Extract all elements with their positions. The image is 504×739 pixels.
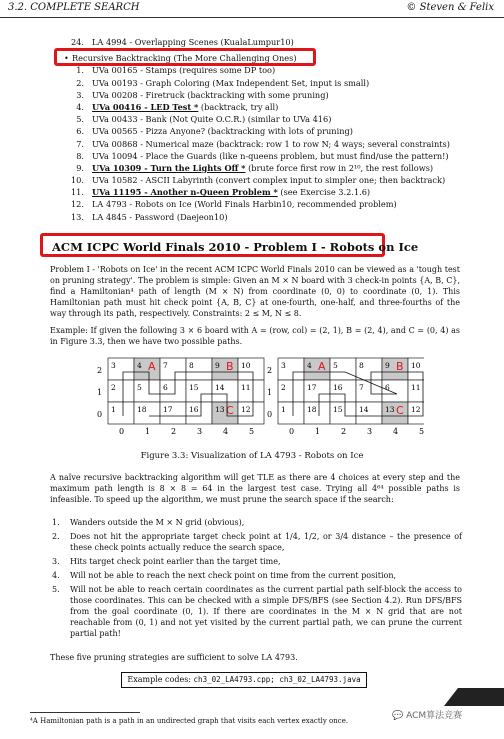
cell-step: 1	[111, 405, 116, 414]
cell-step: 16	[333, 383, 343, 392]
cell-step: 5	[137, 383, 142, 392]
cell-step: 3	[111, 361, 116, 370]
cell-step: 18	[137, 405, 147, 414]
col-label: 3	[197, 427, 203, 436]
footnote-rule	[30, 712, 140, 713]
checkpoint-label: A	[318, 360, 326, 373]
row-label: 2	[97, 366, 103, 375]
list-item: 9. UVa 10309 - Turn the Lights Off * (brute force first row in 2¹⁰, the rest follows)	[76, 162, 434, 173]
col-label: 1	[145, 427, 151, 436]
col-label: 2	[171, 427, 177, 436]
page-corner-decoration	[414, 688, 504, 706]
col-label: 0	[289, 427, 295, 436]
row-label: 0	[97, 410, 103, 419]
cell-step: 2	[111, 383, 116, 392]
list-item: 10. UVa 10582 - ASCII Labyrinth (convert complex input to simpler one; then backtrack)	[70, 175, 446, 186]
cell-step: 10	[411, 361, 421, 370]
cell-step: 18	[307, 405, 317, 414]
cell-step: 6	[385, 383, 390, 392]
row-label: 0	[267, 410, 273, 419]
pruning-list	[50, 517, 462, 642]
cell-step: 4	[307, 361, 312, 370]
code-label: Example codes:	[127, 675, 194, 684]
cell-step: 7	[163, 361, 168, 370]
list-item: 3. UVa 00208 - Firetruck (backtracking with some pruning)	[76, 89, 329, 100]
cell-step: 14	[215, 383, 225, 392]
cell-step: 13	[385, 405, 395, 414]
footnote: ⁴A Hamiltonian path is a path in an undirected graph that visits each vertex exactly once.	[30, 717, 349, 725]
checkpoint-label: A	[148, 360, 156, 373]
cell-step: 15	[189, 383, 199, 392]
pruning-item: 1. Wanders outside the M × N grid (obvious),	[52, 518, 245, 527]
section-title: ACM ICPC World Finals 2010 - Problem I - Robots on Ice	[52, 240, 419, 254]
list-item: 4. UVa 00416 - LED Test * (backtrack, try all)	[76, 101, 279, 112]
cell-step: 4	[137, 361, 142, 370]
header-chapter: 3.2. COMPLETE SEARCH	[8, 2, 140, 13]
example-paragraph: Example: If given the following 3 × 6 board with A = (row, col) = (2, 1), B = (2, 4), and C = (0, 4) as in Figure 3.3, then we have two possible paths.	[50, 326, 460, 346]
header-author: © Steven & Felix	[406, 2, 494, 13]
cell-step: 10	[241, 361, 251, 370]
cell-step: 14	[359, 405, 369, 414]
cell-step: 5	[333, 361, 338, 370]
code-files-link[interactable]: ch3_02_LA4793.cpp; ch3_02_LA4793.java	[193, 675, 361, 684]
watermark-text: 💬 ACM算法竞赛	[392, 711, 463, 721]
highlight-box-bullet	[54, 48, 316, 66]
pruning-item: 5. Will not be able to reach certain coordinates as the current partial path self-block the access to those coordinates. This can be checked with a simple DFS/BFS (see Section 4.2). Run DFS/BFS from the goal coordinate (0, 1). If there are coordinates in the M × N grid that are not reachable from (0, 1) and not yet visited by the current partial path, we can prune the current partial path!	[52, 585, 462, 638]
list-item: 2. UVa 00193 - Graph Coloring (Max Independent Set, input is small)	[76, 77, 370, 88]
board-path-2	[267, 358, 424, 436]
list-item: 12. LA 4793 - Robots on Ice (World Finals Harbin10, recommended problem)	[70, 199, 397, 210]
col-label: 4	[223, 427, 229, 436]
list-item: 8. UVa 10094 - Place the Guards (like n-queens problem, but must find/use the pattern!)	[76, 150, 449, 161]
col-label: 0	[119, 427, 125, 436]
pruning-item: 3. Hits target check point earlier than the target time,	[52, 557, 281, 566]
cell-step: 9	[385, 361, 390, 370]
cell-step: 12	[241, 405, 251, 414]
bullet-heading: • Recursive Backtracking (The More Challenging Ones)	[64, 53, 297, 64]
col-label: 5	[249, 427, 255, 436]
checkpoint-label: B	[226, 360, 234, 373]
page-header	[0, 0, 504, 18]
checkpoint-label: B	[396, 360, 404, 373]
list-item: 13. LA 4845 - Password (Daejeon10)	[70, 211, 228, 222]
cell-step: 9	[215, 361, 220, 370]
cell-step: 17	[163, 405, 173, 414]
cell-step: 8	[189, 361, 194, 370]
robots-on-ice-figure	[84, 354, 424, 446]
cell-step: 7	[359, 383, 364, 392]
cell-step: 6	[163, 383, 168, 392]
col-label: 4	[393, 427, 399, 436]
cell-step: 15	[333, 405, 343, 414]
cell-step: 11	[411, 383, 421, 392]
list-item: 11. UVa 11195 - Another n-Queen Problem * (see Exercise 3.2.1.6)	[70, 187, 371, 198]
summary-paragraph: These five pruning strategies are sufficient to solve LA 4793.	[50, 653, 298, 662]
cell-step: 13	[215, 405, 225, 414]
naive-paragraph: A naïve recursive backtracking algorithm will get TLE as there are 4 choices at every step and the maximum path length is 8 × 8 = 64 in the largest test case. Trying all 4⁶⁴ possible paths is infeasible. To speed up the algorithm, we must prune the search space if the search:	[50, 473, 460, 504]
cell-step: 12	[411, 405, 421, 414]
col-label: 3	[367, 427, 373, 436]
cell-step: 16	[189, 405, 199, 414]
row-label: 1	[267, 388, 273, 397]
figure-caption: Figure 3.3: Visualization of LA 4793 - Robots on Ice	[140, 451, 364, 461]
cell-step: 8	[359, 361, 364, 370]
cell-step: 3	[281, 361, 286, 370]
checkpoint-label: C	[226, 404, 234, 417]
col-label: 2	[341, 427, 347, 436]
list-item: 24. LA 4994 - Overlapping Scenes (KualaLumpur10)	[70, 37, 294, 47]
board-path-1	[97, 358, 264, 436]
row-label: 2	[267, 366, 273, 375]
list-item: 5. UVa 00433 - Bank (Not Quite O.C.R.) (similar to UVa 416)	[76, 114, 332, 125]
cell-step: 17	[307, 383, 317, 392]
col-label: 5	[419, 427, 424, 436]
pruning-item: 2. Does not hit the appropriate target check point at 1/4, 1/2, or 3/4 distance – the presence of these check points actually reduce the search space,	[52, 532, 462, 552]
cell-step: 1	[281, 405, 286, 414]
list-item: 7. UVa 00868 - Numerical maze (backtrack: row 1 to row N; 4 ways; several constraints)	[76, 138, 450, 149]
list-item: 6. UVa 00565 - Pizza Anyone? (backtracking with lots of pruning)	[76, 126, 353, 137]
cell-step: 11	[241, 383, 251, 392]
col-label: 1	[315, 427, 321, 436]
intro-paragraph: Problem I - 'Robots on Ice' in the recent ACM ICPC World Finals 2010 can be viewed as a 'tough test on pruning strategy'. The problem is simple: Given an M × N board with 3 check-in points {A, B, C}, find a Hamiltonian⁴ path of length (M × N) from coordinate (0, 0) to coordinate (0, 1). This Hamiltonian path must hit check point {A, B, C} at one-fourth, one-half, and three-fourths of the way through its path, respectively. Constraints: 2 ≤ M, N ≤ 8.	[50, 265, 460, 318]
example-codes-box	[121, 672, 367, 688]
cell-step: 2	[281, 383, 286, 392]
list-item: 1. UVa 00165 - Stamps (requires some DP too)	[76, 65, 276, 76]
checkpoint-label: C	[396, 404, 404, 417]
pruning-item: 4. Will not be able to reach the next check point on time from the current position,	[52, 571, 397, 580]
row-label: 1	[97, 388, 103, 397]
